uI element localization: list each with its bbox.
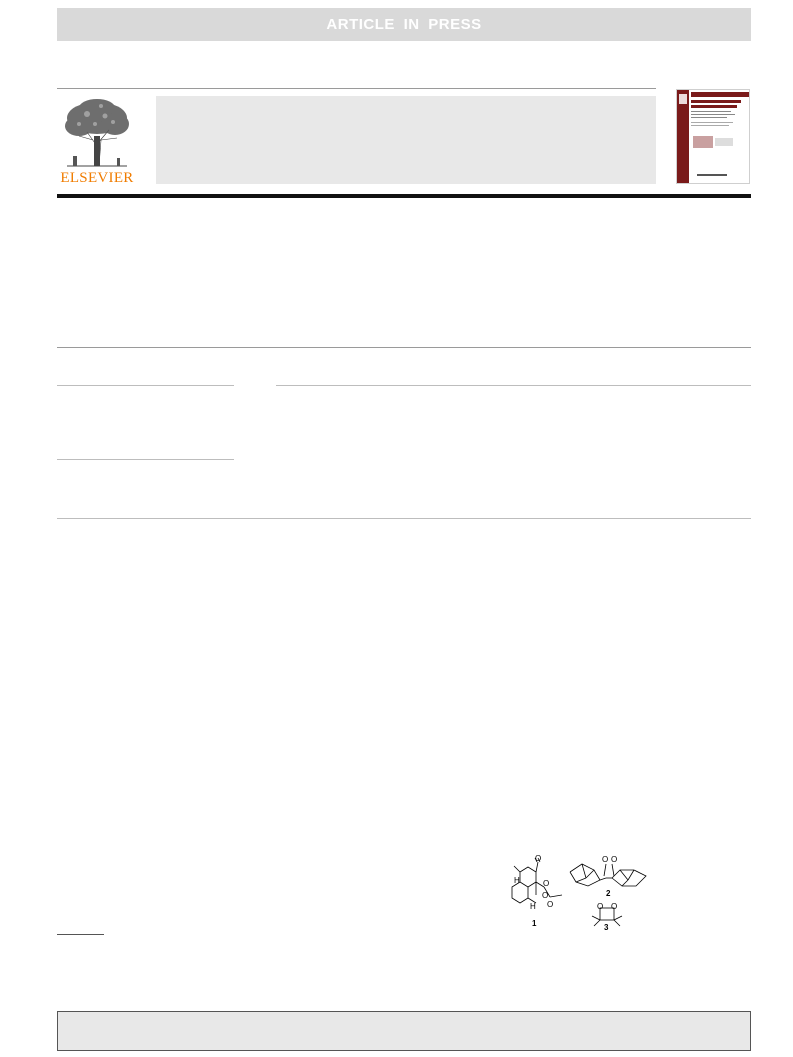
atom-o-3: O xyxy=(542,891,549,900)
abstract-bottom-rule xyxy=(57,518,751,519)
header-thick-rule xyxy=(57,194,751,198)
atom-o-8: O xyxy=(611,902,618,911)
article-info-rule xyxy=(57,385,234,386)
compound-2-structure xyxy=(570,864,646,886)
atom-o-1: O xyxy=(535,854,542,863)
atom-o-6: O xyxy=(611,855,618,864)
abstract-rule xyxy=(276,385,751,386)
journal-cover-thumbnail[interactable] xyxy=(676,89,750,184)
atom-o-2: O xyxy=(543,879,550,888)
footnote-rule xyxy=(57,934,104,935)
atom-o-4: O xyxy=(547,900,554,909)
keywords-rule xyxy=(57,459,234,460)
banner-text: ARTICLE IN PRESS xyxy=(326,16,482,33)
chemical-structures-figure xyxy=(490,850,670,932)
compound-label-2: 2 xyxy=(606,889,611,898)
compound-label-3: 3 xyxy=(604,923,609,932)
publisher-logo[interactable] xyxy=(57,96,137,184)
atom-o-7: O xyxy=(597,902,604,911)
compound-label-1: 1 xyxy=(532,919,537,928)
article-info-top-rule xyxy=(57,347,751,348)
tree-logo-icon xyxy=(57,96,137,170)
journal-cover-art xyxy=(677,90,750,184)
atom-o-5: O xyxy=(602,855,609,864)
atom-h-1: H xyxy=(514,876,520,885)
publisher-name: ELSEVIER xyxy=(60,170,134,186)
journal-header-box xyxy=(156,96,656,184)
citation-footer-box xyxy=(57,1011,751,1051)
atom-h-2: H xyxy=(530,902,536,911)
article-in-press-banner xyxy=(57,8,751,41)
header-top-rule xyxy=(57,88,656,89)
